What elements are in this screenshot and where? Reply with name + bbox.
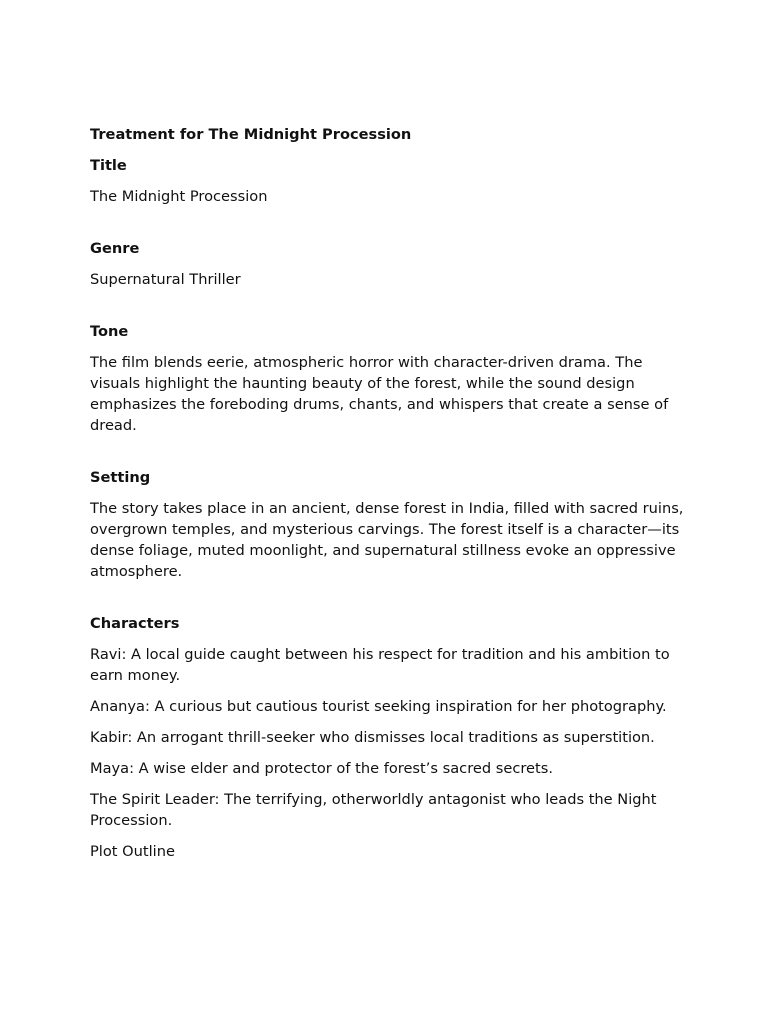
character-item-spirit-leader: The Spirit Leader: The terrifying, otherworldly antagonist who leads the Night Procession. (90, 791, 657, 829)
section-heading-setting: Setting (90, 469, 151, 486)
section-heading-characters: Characters (90, 615, 180, 632)
section-heading-genre: Genre (90, 240, 140, 257)
document-title: Treatment for The Midnight Procession (90, 126, 412, 143)
character-item-ananya: Ananya: A curious but cautious tourist seeking inspiration for her photography. (90, 698, 667, 715)
section-heading-title: Title (90, 157, 127, 174)
character-item-ravi: Ravi: A local guide caught between his respect for tradition and his ambition to earn money. (90, 646, 670, 684)
section-body-title: The Midnight Procession (90, 188, 268, 205)
section-heading-tone: Tone (90, 323, 129, 340)
section-body-tone: The film blends eerie, atmospheric horror with character-driven drama. The visuals highlight the haunting beauty of the forest, while the sound design emphasizes the foreboding drums, chants, and whispers that create a sense of dread. (90, 354, 669, 434)
section-body-setting: The story takes place in an ancient, dense forest in India, filled with sacred ruins, overgrown temples, and mysterious carvings. The forest itself is a character—its dense foliage, muted moonlight, and supernatural stillness evoke an oppressive atmosphere. (90, 500, 684, 580)
section-body-genre: Supernatural Thriller (90, 271, 241, 288)
character-item-kabir: Kabir: An arrogant thrill-seeker who dismisses local traditions as superstition. (90, 729, 655, 746)
character-item-maya: Maya: A wise elder and protector of the forest’s sacred secrets. (90, 760, 553, 777)
section-label-plot-outline: Plot Outline (90, 843, 175, 860)
